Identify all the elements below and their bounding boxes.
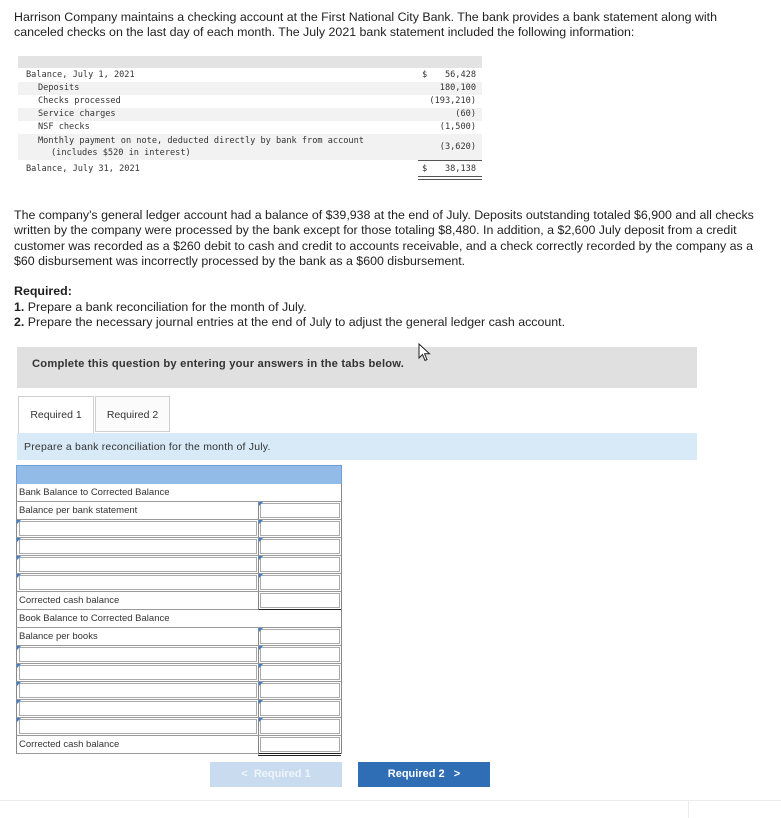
table-row: [16, 700, 342, 718]
bank-statement: [18, 56, 482, 188]
table-row: [16, 502, 342, 520]
chevron-right-icon: >: [453, 768, 461, 780]
cell-marker-icon: [17, 664, 21, 668]
table-row: [16, 718, 342, 736]
amount-cell: [258, 538, 341, 555]
amount-cell: [258, 718, 341, 735]
corrected-balance-label: Corrected cash balance: [19, 595, 120, 606]
statement-amount: (193,210): [429, 96, 476, 106]
problem-intro: Harrison Company maintains a checking account at the First National City Bank. The bank provides a bank statement along with canceled checks on the last day of each month. The July 2021 bank statement included the following information:: [14, 10, 717, 39]
bank-adjustment-amount-4[interactable]: [260, 575, 340, 590]
statement-label: Balance, July 31, 2021: [26, 164, 140, 174]
statement-row: [18, 121, 482, 134]
required-number: 1.: [14, 299, 25, 314]
bank-corrected-balance-input[interactable]: [260, 593, 340, 608]
cell-marker-icon: [17, 520, 21, 524]
cell-marker-icon: [17, 646, 21, 650]
amount-cell: [258, 646, 341, 663]
cell-marker-icon: [17, 718, 21, 722]
cell-marker-icon: [259, 664, 263, 668]
book-adjustment-description-3[interactable]: [19, 683, 257, 698]
required-text: Prepare the necessary journal entries at the end of July to adjust the general ledger cash account.: [27, 315, 566, 329]
cell-marker-icon: [259, 646, 263, 650]
statement-amount: (60): [455, 109, 476, 119]
cell-marker-icon: [17, 682, 21, 686]
book-adjustment-amount-2[interactable]: [260, 665, 340, 680]
chevron-left-icon: <: [241, 768, 248, 780]
amount-cell: [258, 520, 341, 537]
cell-marker-icon: [17, 574, 21, 578]
book-adjustment-amount-5[interactable]: [260, 719, 340, 734]
tab-label: Required 2: [106, 409, 159, 421]
amount-cell: [258, 664, 341, 681]
next-required-2-button[interactable]: [358, 762, 490, 787]
bank-section-label: Bank Balance to Corrected Balance: [19, 487, 170, 498]
cell-marker-icon: [259, 700, 263, 704]
statement-label: Balance, July 1, 2021: [26, 70, 135, 80]
cell-marker-icon: [259, 538, 263, 542]
statement-label: Deposits: [38, 83, 80, 93]
mouse-pointer-icon: [418, 343, 432, 363]
statement-row: [18, 134, 482, 160]
instruction-bar: [17, 433, 697, 460]
cell-marker-icon: [259, 718, 263, 722]
book-adjustment-amount-4[interactable]: [260, 701, 340, 716]
statement-currency: $: [422, 164, 428, 174]
cell-marker-icon: [17, 538, 21, 542]
book-adjustment-description-5[interactable]: [19, 719, 257, 734]
table-row: [16, 682, 342, 700]
table-row: [16, 556, 342, 574]
statement-label: Service charges: [38, 109, 116, 119]
tab-required-2[interactable]: [95, 396, 170, 432]
amount-cell: [258, 502, 341, 519]
table-row: [16, 664, 342, 682]
statement-row: [18, 69, 482, 82]
footer-separator: [688, 801, 689, 818]
cell-marker-icon: [259, 628, 263, 632]
statement-label-continued: (includes $520 in interest): [51, 148, 191, 158]
total-line: [418, 176, 482, 177]
bank-balance-input[interactable]: [260, 503, 340, 518]
amount-cell: [258, 574, 341, 591]
table-row: [16, 520, 342, 538]
statement-row: [18, 162, 482, 175]
prev-required-1-button[interactable]: [210, 762, 342, 787]
required-number: 2.: [14, 315, 25, 329]
required-text: Prepare a bank reconciliation for the month of July.: [27, 299, 307, 314]
requirements: [14, 284, 565, 331]
table-row: [16, 646, 342, 664]
table-row: [16, 484, 342, 502]
statement-header-bar: [18, 56, 482, 68]
statement-row: [18, 108, 482, 121]
bank-adjustment-description-2[interactable]: [19, 539, 257, 554]
table-row: [16, 574, 342, 592]
amount-cell: [258, 592, 341, 612]
cell-marker-icon: [259, 574, 263, 578]
corrected-balance-label: Corrected cash balance: [19, 739, 120, 750]
amount-cell: [258, 682, 341, 699]
amount-cell: [258, 556, 341, 573]
bank-adjustment-description-4[interactable]: [19, 575, 257, 590]
statement-label: Monthly payment on note, deducted directly by bank from account: [38, 136, 364, 146]
amount-cell: [258, 700, 341, 717]
statement-row: [18, 82, 482, 95]
book-section-label: Book Balance to Corrected Balance: [19, 613, 170, 624]
book-adjustment-amount-1[interactable]: [260, 647, 340, 662]
statement-amount: 56,428: [444, 70, 476, 80]
table-row: [16, 592, 342, 610]
statement-amount: (1,500): [439, 122, 476, 132]
book-adjustment-description-4[interactable]: [19, 701, 257, 716]
statement-currency: $: [422, 70, 428, 80]
bank-adjustment-amount-3[interactable]: [260, 557, 340, 572]
book-adjustment-description-2[interactable]: [19, 665, 257, 680]
bank-adjustment-description-1[interactable]: [19, 521, 257, 536]
statement-label: Checks processed: [38, 96, 121, 106]
cell-marker-icon: [259, 556, 263, 560]
statement-amount: (3,620): [439, 142, 476, 152]
cell-marker-icon: [259, 520, 263, 524]
required-heading: Required:: [14, 284, 72, 298]
book-adjustment-amount-3[interactable]: [260, 683, 340, 698]
prev-button-label: Required 1: [253, 768, 311, 780]
next-button-label: Required 2: [387, 768, 445, 780]
complete-banner-text: Complete this question by entering your answers in the tabs below.: [32, 358, 405, 370]
problem-details: The company's general ledger account had a balance of $39,938 at the end of July. Deposits outstanding totaled $6,900 and all checks written by the company were processed by the bank except for those totaling $8,480. In addition, a $2,600 July deposit from a credit customer was recorded as a $260 debit to cash and credit to accounts receivable, and a check correctly recorded by the company as a $60 disbursement was incorrectly processed by the bank as a $600 disbursement.: [14, 208, 754, 268]
table-row: [16, 610, 342, 628]
book-balance-input[interactable]: [260, 629, 340, 644]
footer-divider: [0, 800, 781, 801]
cell-marker-icon: [17, 556, 21, 560]
book-adjustment-description-1[interactable]: [19, 647, 257, 662]
tab-label: Required 1: [30, 409, 82, 421]
cell-marker-icon: [259, 502, 263, 506]
subtotal-line: [418, 160, 482, 161]
book-start-label: Balance per books: [19, 631, 98, 642]
statement-label: NSF checks: [38, 122, 90, 132]
cell-marker-icon: [17, 700, 21, 704]
amount-cell: [258, 628, 341, 645]
complete-banner: [17, 347, 697, 388]
tab-required-1[interactable]: [18, 396, 94, 433]
amount-cell: [258, 736, 341, 756]
bank-adjustment-description-3[interactable]: [19, 557, 257, 572]
bank-adjustment-amount-2[interactable]: [260, 539, 340, 554]
total-line: [418, 179, 482, 180]
table-row: [16, 538, 342, 556]
statement-amount: 180,100: [439, 83, 476, 93]
bank-start-label: Balance per bank statement: [19, 505, 138, 516]
book-corrected-balance-input[interactable]: [260, 737, 340, 752]
instruction-text: Prepare a bank reconciliation for the month of July.: [24, 441, 271, 453]
table-row: [16, 628, 342, 646]
bank-adjustment-amount-1[interactable]: [260, 521, 340, 536]
table-header: [16, 465, 342, 485]
statement-row: [18, 95, 482, 108]
statement-amount: 38,138: [444, 164, 476, 174]
table-row: [16, 736, 342, 754]
cell-marker-icon: [259, 682, 263, 686]
